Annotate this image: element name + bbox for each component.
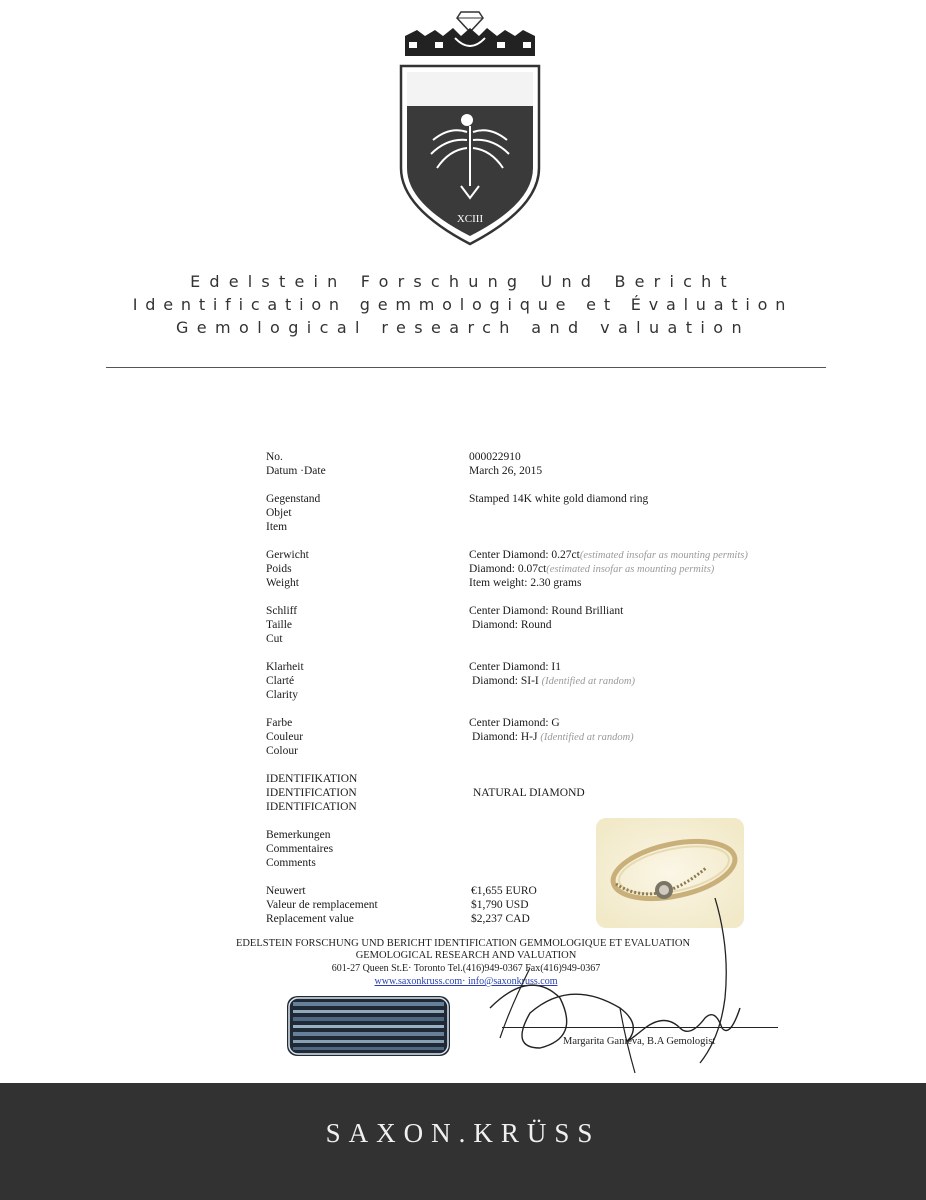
cut-center-diamond: Center Diamond: Round Brilliant	[469, 605, 624, 617]
value-cad: $2,237 CAD	[471, 913, 530, 925]
clarity-diamond: Diamond: SI-I (Identified at random)	[472, 675, 635, 687]
weight-label-en: Weight	[266, 577, 299, 589]
clarity-label-fr: Clarté	[266, 675, 295, 687]
weight-item: Item weight: 2.30 grams	[469, 577, 582, 589]
ident-value: NATURAL DIAMOND	[473, 787, 585, 799]
weight-label-fr: Poids	[266, 563, 292, 575]
signature-line	[502, 1027, 778, 1028]
colour-diamond: Diamond: H-J (Identified at random)	[472, 731, 634, 743]
clarity-diamond-note: (Identified at random)	[541, 676, 635, 687]
footer-address: 601-27 Queen St.E· Toronto Tel.(416)949-0367 Fax(416)949-0367	[331, 963, 601, 974]
date-label: Datum ·Date	[266, 465, 326, 477]
footer-contact-links[interactable]: www.saxonkruss.com· info@saxonkruss.com	[374, 976, 558, 987]
colour-label-fr: Couleur	[266, 731, 304, 743]
signature-mark	[470, 888, 790, 1078]
number-value: 000022910	[469, 451, 521, 463]
clarity-label-de: Klarheit	[266, 661, 304, 673]
item-value: Stamped 14K white gold diamond ring	[469, 493, 649, 505]
colour-center-diamond: Center Diamond: G	[469, 717, 560, 729]
colour-label-de: Farbe	[266, 717, 293, 729]
weight-diamond-note: (estimated insofar as mounting permits)	[546, 564, 715, 575]
hologram-seal	[287, 996, 450, 1056]
remarks-label-de: Bemerkungen	[266, 829, 331, 841]
cut-diamond: Diamond: Round	[472, 619, 552, 631]
remarks-label-en: Comments	[266, 857, 316, 869]
clarity-label-en: Clarity	[266, 689, 298, 701]
value-label-de: Neuwert	[266, 885, 306, 897]
weight-label-de: Gerwicht	[266, 549, 309, 561]
remarks-label-fr: Commentaires	[266, 843, 334, 855]
footer-company-names: EDELSTEIN FORSCHUNG UND BERICHT IDENTIFICATION GEMMOLOGIQUE ET EVALUATION	[235, 938, 691, 949]
brand-name: SAXON.KRÜSS	[325, 1118, 601, 1148]
colour-label-en: Colour	[266, 745, 298, 757]
cut-label-fr: Taille	[266, 619, 293, 631]
cut-label-en: Cut	[266, 633, 283, 645]
weight-center-diamond: Center Diamond: 0.27ct(estimated insofar as mounting permits)	[469, 549, 748, 561]
item-label-en: Item	[266, 521, 288, 533]
value-eur: €1,655 EURO	[471, 885, 537, 897]
ident-label-en: IDENTIFICATION	[266, 801, 357, 813]
ident-label-de: IDENTIFIKATION	[266, 773, 358, 785]
crest-numeral: XCIII	[456, 213, 484, 225]
footer-company-english: GEMOLOGICAL RESEARCH AND VALUATION	[355, 950, 577, 961]
item-label-de: Gegenstand	[266, 493, 321, 505]
value-label-fr: Valeur de remplacement	[266, 899, 378, 911]
header-english: Gemological research and valuation	[176, 318, 750, 337]
date-value: March 26, 2015	[469, 465, 543, 477]
header-french: Identification gemmologique et Évaluation	[132, 295, 794, 314]
value-usd: $1,790 USD	[471, 899, 529, 911]
header-german: Edelstein Forschung Und Bericht	[190, 272, 736, 291]
number-label: No.	[266, 451, 283, 463]
clarity-center-diamond: Center Diamond: I1	[469, 661, 561, 673]
ident-label-fr: IDENTIFICATION	[266, 787, 357, 799]
value-label-en: Replacement value	[266, 913, 354, 925]
weight-center-note: (estimated insofar as mounting permits)	[579, 550, 748, 561]
colour-diamond-note: (Identified at random)	[540, 732, 634, 743]
weight-diamond: Diamond: 0.07ct(estimated insofar as mounting permits)	[469, 563, 715, 575]
item-label-fr: Objet	[266, 507, 292, 519]
cut-label-de: Schliff	[266, 605, 298, 617]
gemologist-name: Margarita Ganieva, B.A Gemologist	[563, 1036, 716, 1047]
